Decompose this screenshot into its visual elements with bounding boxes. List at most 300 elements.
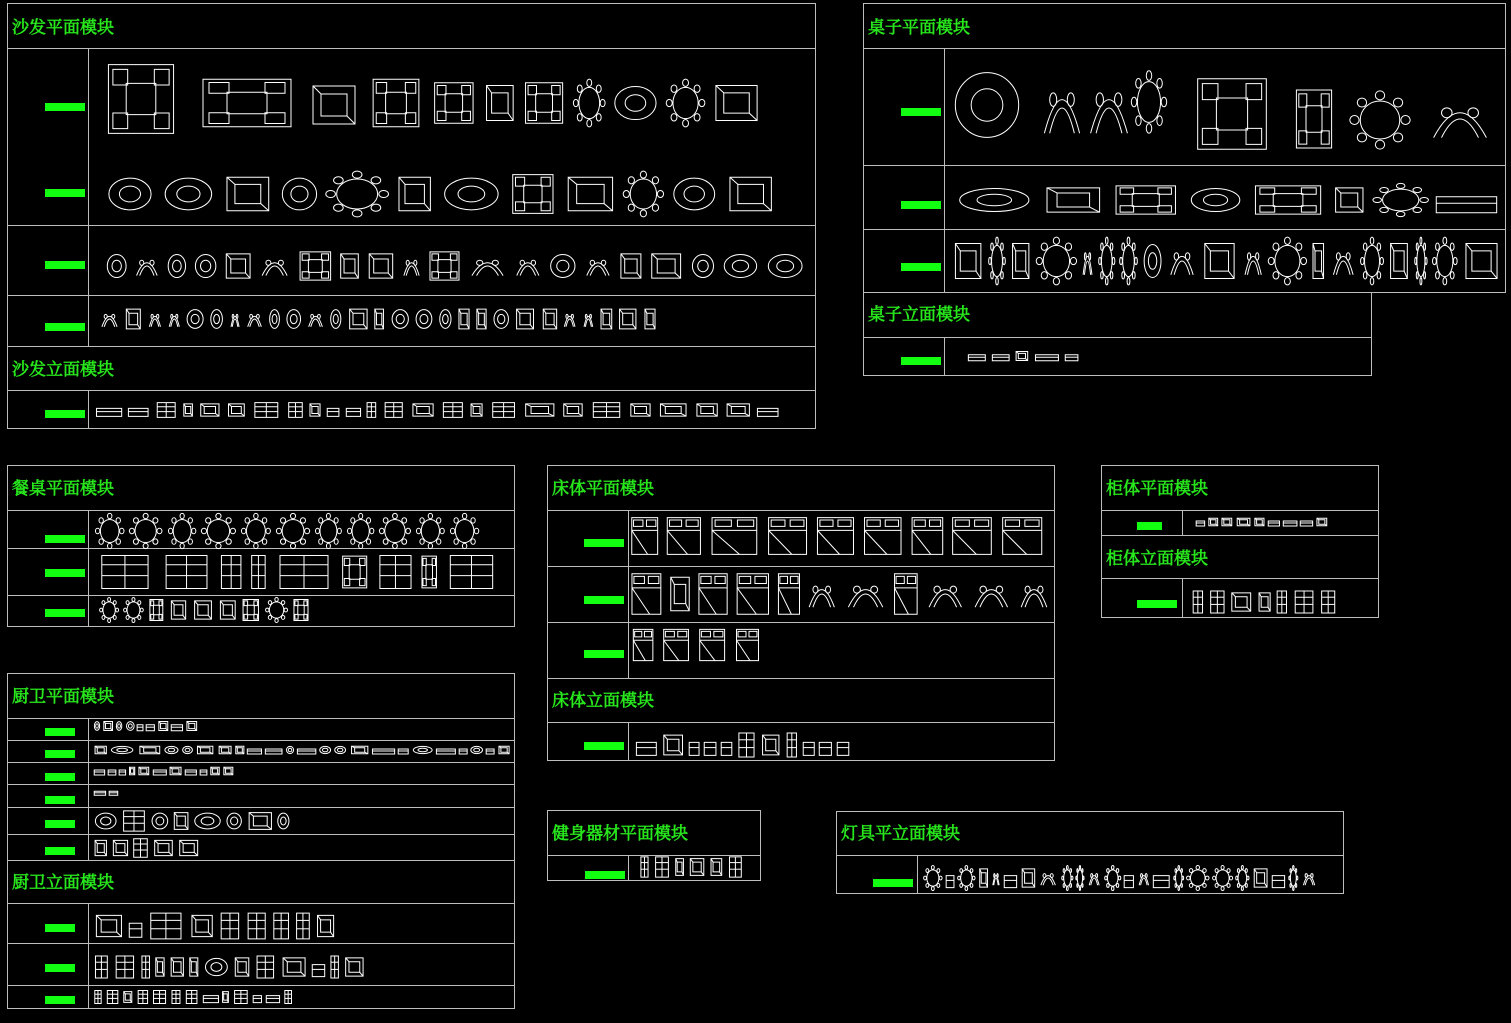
divider (8, 295, 815, 296)
cad-block-icon (183, 402, 193, 418)
cad-block-icon (819, 732, 832, 758)
cad-block-icon (164, 745, 179, 755)
cad-block-icon (806, 572, 838, 616)
cad-block-icon (490, 402, 517, 418)
cad-block-icon (155, 402, 177, 418)
cad-block-icon (204, 955, 229, 979)
cad-block-icon (619, 250, 643, 282)
cad-block-icon (1138, 866, 1150, 890)
cad-block-icon (327, 402, 339, 418)
cad-block-icon (704, 732, 716, 758)
legend-swatch (45, 323, 85, 331)
cad-block-icon (493, 306, 509, 332)
cad-block-icon (402, 250, 421, 282)
cad-block-icon (293, 598, 309, 622)
cad-block-icon (1268, 517, 1280, 527)
cad-block-icon (971, 572, 1012, 616)
cad-block-icon (108, 766, 116, 776)
cad-block-icon (600, 306, 613, 332)
cad-block-icon (152, 990, 167, 1004)
legend-swatch (45, 924, 75, 932)
cad-block-icon (766, 250, 804, 282)
cad-block-icon (280, 172, 319, 216)
cad-block-icon (148, 306, 162, 332)
cad-block-icon (112, 838, 129, 858)
cad-block-icon (266, 990, 280, 1004)
cad-block-icon (667, 80, 704, 126)
cad-block-icon (252, 402, 281, 418)
cad-block-icon (186, 306, 204, 332)
divider (8, 718, 514, 719)
cad-block-icon (153, 766, 167, 776)
cad-block-icon (1040, 66, 1084, 150)
cad-block-icon (728, 856, 743, 878)
cad-block-icon (141, 955, 150, 979)
cad-block-icon (193, 810, 222, 832)
sofa-elevation-title: 沙发立面模块 (12, 360, 114, 380)
cad-block-icon (844, 572, 887, 616)
cad-block-icon (1208, 517, 1218, 527)
legend-swatch (901, 263, 941, 271)
divider (8, 784, 514, 785)
cad-block-icon (138, 745, 162, 755)
cad-block-icon (1065, 350, 1078, 362)
cad-block-icon (470, 745, 483, 755)
divider (8, 346, 815, 347)
bed-elevation-title: 床体立面模块 (552, 691, 654, 711)
cad-block-icon (950, 516, 994, 556)
cad-block-icon (574, 80, 605, 126)
table-plan-title: 桌子平面模块 (868, 18, 970, 38)
divider (8, 762, 514, 763)
cad-block-icon (1253, 866, 1268, 890)
cad-block-icon (100, 306, 119, 332)
cad-block-icon (1000, 516, 1044, 556)
cad-block-icon (297, 745, 316, 755)
cad-block-icon (96, 554, 154, 590)
cad-block-icon (94, 788, 106, 796)
divider (944, 337, 945, 375)
cad-block-icon (94, 810, 117, 832)
cad-block-icon (158, 720, 169, 732)
cad-block-icon (590, 402, 623, 418)
cad-block-icon (1011, 238, 1030, 284)
cad-block-icon (330, 306, 342, 332)
cad-block-icon (498, 745, 510, 755)
cad-block-icon (1015, 350, 1029, 362)
cad-block-icon (137, 720, 143, 732)
cabinet-elevation-title: 柜体立面模块 (1106, 549, 1208, 569)
lamp-plan-title: 灯具平立面模块 (841, 824, 960, 844)
cad-block-icon (712, 80, 761, 126)
cad-block-icon (815, 516, 856, 556)
legend-swatch (584, 539, 624, 547)
cad-block-icon (219, 912, 241, 940)
legend-swatch (585, 871, 625, 879)
cad-block-icon (542, 306, 558, 332)
divider (88, 48, 89, 346)
cad-block-icon (171, 990, 181, 1004)
divider (8, 807, 514, 808)
divider (548, 678, 1054, 679)
cad-block-icon (242, 514, 270, 548)
cad-block-icon (709, 516, 760, 556)
cad-block-icon (367, 250, 395, 282)
cad-block-icon (96, 402, 122, 418)
legend-swatch (45, 261, 85, 269)
cad-block-icon (618, 306, 637, 332)
cad-block-icon (341, 554, 368, 590)
cad-block-icon (287, 402, 304, 418)
cad-block-icon (697, 572, 729, 616)
cad-block-icon (439, 306, 452, 332)
cad-block-icon (155, 955, 165, 979)
cad-block-icon (339, 250, 360, 282)
cad-block-icon (992, 350, 1009, 362)
cad-block-icon (200, 766, 207, 776)
cad-block-icon (515, 306, 535, 332)
legend-swatch (901, 108, 941, 116)
divider (864, 48, 1505, 49)
legend-swatch (45, 410, 85, 418)
cad-block-icon (246, 306, 263, 332)
cad-block-icon (266, 598, 287, 622)
cad-block-icon (924, 866, 942, 890)
cad-block-icon (348, 306, 369, 332)
divider (1102, 578, 1378, 579)
cad-block-icon (1276, 590, 1288, 614)
cad-block-icon (1193, 74, 1271, 154)
cad-block-icon (94, 720, 100, 732)
cad-block-icon (1099, 238, 1115, 284)
cad-block-icon (96, 514, 123, 548)
divider (1182, 578, 1183, 617)
legend-swatch (45, 996, 75, 1004)
cad-block-icon (510, 172, 556, 216)
cad-block-icon (689, 732, 699, 758)
divider (8, 834, 514, 835)
cad-block-icon (441, 172, 502, 216)
cad-block-icon (396, 172, 433, 216)
cad-block-icon (330, 955, 339, 979)
cad-block-icon (951, 60, 1023, 150)
cad-block-icon (185, 766, 197, 776)
cad-block-icon (121, 810, 147, 832)
legend-swatch (584, 650, 624, 658)
divider (8, 740, 514, 741)
cad-block-icon (114, 955, 136, 979)
cad-block-icon (103, 720, 113, 732)
cad-block-icon (629, 402, 652, 418)
cad-block-icon (632, 628, 654, 662)
cad-block-icon (307, 306, 324, 332)
table-elevation-title: 桌子立面模块 (868, 305, 970, 325)
divider (1182, 510, 1183, 535)
cad-block-icon (1187, 866, 1209, 890)
cad-block-icon (989, 238, 1005, 284)
divider (8, 48, 815, 49)
cad-block-icon (1143, 238, 1162, 284)
cad-block-icon (227, 402, 246, 418)
cad-block-icon (451, 514, 478, 548)
cad-block-icon (737, 732, 756, 758)
cad-block-icon (316, 912, 335, 940)
divider (864, 337, 1371, 338)
cad-block-icon (130, 514, 161, 548)
cad-block-icon (274, 554, 334, 590)
cad-block-icon (910, 516, 945, 556)
divider (548, 722, 1054, 723)
cad-block-icon (436, 745, 456, 755)
cad-block-icon (1209, 590, 1226, 614)
cad-block-icon (1243, 238, 1263, 284)
kitchen-plan-title: 厨卫平面模块 (12, 687, 114, 707)
cad-block-icon (1374, 184, 1427, 216)
cad-block-icon (725, 402, 752, 418)
divider (8, 985, 514, 986)
fitness-plan-title: 健身器材平面模块 (552, 824, 688, 844)
cad-block-icon (94, 745, 107, 755)
cad-block-icon (376, 554, 415, 590)
cad-block-icon (1316, 517, 1328, 527)
cad-block-icon (250, 554, 267, 590)
divider (1102, 510, 1378, 511)
cad-block-icon (1042, 184, 1105, 216)
cad-block-icon (259, 250, 290, 282)
cad-block-icon (235, 745, 245, 755)
cad-block-icon (1258, 590, 1271, 614)
cad-block-icon (134, 250, 160, 282)
cad-block-icon (366, 402, 377, 418)
cad-block-icon (334, 745, 346, 755)
legend-swatch (45, 773, 75, 781)
cad-block-icon (411, 402, 435, 418)
legend-swatch (45, 189, 85, 197)
cad-block-icon (223, 766, 234, 776)
cad-block-icon (210, 306, 223, 332)
divider (628, 722, 629, 760)
cad-block-icon (710, 856, 723, 878)
cad-block-icon (203, 990, 219, 1004)
cad-block-icon (1153, 866, 1170, 890)
cad-block-icon (640, 856, 649, 878)
cad-block-icon (233, 990, 249, 1004)
cad-block-icon (1112, 184, 1180, 216)
cad-block-icon (955, 184, 1034, 216)
legend-swatch (45, 609, 85, 617)
cad-block-icon (721, 732, 732, 758)
cad-block-icon (327, 172, 387, 216)
cad-block-icon (958, 866, 975, 890)
cad-block-icon (298, 250, 333, 282)
legend-swatch (45, 820, 75, 828)
cad-block-icon (862, 516, 904, 556)
cad-block-icon (1124, 866, 1134, 890)
cad-block-icon (837, 732, 849, 758)
cad-block-icon (277, 810, 290, 832)
cad-block-icon (665, 516, 703, 556)
legend-swatch (873, 879, 913, 887)
cad-block-icon (766, 516, 809, 556)
cad-block-icon (223, 172, 273, 216)
cad-block-icon (1433, 238, 1457, 284)
cad-block-icon (277, 514, 309, 548)
cad-block-icon (242, 598, 260, 622)
cad-block-icon (226, 810, 242, 832)
cad-block-icon (255, 955, 276, 979)
cad-block-icon (269, 306, 280, 332)
cad-block-icon (281, 955, 307, 979)
cad-block-icon (189, 955, 199, 979)
cad-block-icon (1272, 866, 1285, 890)
divider (88, 903, 89, 1008)
cad-block-icon (247, 745, 262, 755)
divider (917, 855, 918, 893)
cad-block-icon (186, 720, 198, 732)
cad-block-icon (1351, 92, 1409, 148)
cad-block-icon (1320, 590, 1336, 614)
cad-block-icon (458, 306, 470, 332)
cad-block-icon (199, 402, 221, 418)
cad-block-icon (185, 990, 198, 1004)
cad-block-icon (344, 955, 365, 979)
cad-block-icon (1293, 590, 1315, 614)
cad-block-icon (689, 856, 705, 878)
divider (1102, 535, 1378, 536)
legend-swatch (1137, 600, 1177, 608)
cad-block-icon (190, 912, 214, 940)
cad-block-icon (1230, 590, 1252, 614)
cad-block-icon (348, 514, 373, 548)
cad-block-icon (979, 866, 988, 890)
cad-block-icon (125, 306, 142, 332)
cad-block-icon (346, 402, 361, 418)
legend-swatch (45, 847, 75, 855)
cad-block-icon (146, 720, 155, 732)
cad-block-icon (178, 838, 199, 858)
cad-block-icon (1076, 866, 1084, 890)
cad-block-icon (196, 745, 214, 755)
cad-block-icon (94, 990, 102, 1004)
cad-block-icon (129, 766, 135, 776)
cad-block-icon (230, 306, 240, 332)
divider (8, 943, 514, 944)
cad-block-icon (735, 628, 760, 662)
cad-block-icon (170, 598, 187, 622)
cad-block-icon (197, 76, 297, 130)
cad-block-icon (691, 250, 715, 282)
cad-block-icon (182, 745, 193, 755)
cad-block-icon (698, 628, 726, 662)
cad-block-icon (953, 238, 983, 284)
cad-block-icon (137, 990, 149, 1004)
cad-block-icon (374, 306, 384, 332)
cad-block-icon (1213, 866, 1232, 890)
cad-block-icon (168, 306, 181, 332)
bed-plan-title: 床体平面模块 (552, 479, 654, 499)
cad-block-icon (946, 866, 954, 890)
divider (8, 510, 514, 511)
cad-block-icon (162, 172, 215, 216)
cad-block-icon (562, 402, 584, 418)
cad-block-icon (398, 745, 408, 755)
cad-block-icon (1302, 866, 1316, 890)
divider (548, 510, 1054, 511)
cad-block-icon (167, 250, 187, 282)
cad-block-icon (1021, 866, 1036, 890)
cad-block-icon (757, 402, 778, 418)
cad-block-icon (124, 598, 143, 622)
cad-block-icon (286, 306, 301, 332)
cad-block-icon (149, 598, 164, 622)
divider (8, 390, 815, 391)
cad-block-icon (222, 990, 229, 1004)
cad-block-icon (309, 402, 321, 418)
cad-block-icon (169, 766, 182, 776)
cad-block-icon (421, 554, 437, 590)
legend-swatch (45, 728, 75, 736)
cad-block-icon (1283, 517, 1297, 527)
cad-block-icon (925, 572, 966, 616)
cad-block-icon (1188, 184, 1243, 216)
cad-block-icon (523, 402, 557, 418)
cad-block-icon (94, 955, 109, 979)
legend-swatch (1137, 522, 1162, 530)
legend-swatch (45, 103, 85, 111)
cad-block-icon (370, 76, 422, 130)
cad-block-icon (1312, 238, 1325, 284)
cad-block-icon (1463, 238, 1500, 284)
cad-block-icon (583, 306, 594, 332)
cad-block-icon (432, 80, 476, 126)
legend-swatch (901, 201, 941, 209)
cad-block-icon (110, 745, 134, 755)
cad-block-icon (1269, 238, 1306, 284)
cad-block-icon (219, 598, 237, 622)
cad-block-icon (194, 250, 217, 282)
cad-block-icon (669, 572, 691, 616)
cad-block-icon (1174, 866, 1183, 890)
cad-block-icon (253, 990, 262, 1004)
cad-block-icon (272, 912, 290, 940)
cad-block-icon (316, 514, 341, 548)
cad-block-icon (1037, 238, 1076, 284)
cad-block-icon (295, 912, 311, 940)
legend-swatch (45, 750, 75, 758)
cad-block-icon (486, 745, 494, 755)
cad-block-icon (169, 514, 195, 548)
cad-block-icon (695, 402, 719, 418)
cad-block-icon (94, 912, 124, 940)
legend-swatch (45, 964, 75, 972)
cad-block-icon (726, 172, 775, 216)
cad-block-icon (119, 766, 126, 776)
cad-block-icon (777, 572, 801, 616)
cad-block-icon (584, 250, 612, 282)
cad-block-icon (549, 250, 577, 282)
cad-block-icon (1254, 517, 1265, 527)
cad-block-icon (1289, 866, 1298, 890)
cad-block-icon (161, 554, 212, 590)
cad-block-icon (722, 250, 759, 282)
cad-block-icon (94, 766, 105, 776)
cad-block-icon (380, 514, 410, 548)
cad-block-icon (106, 250, 127, 282)
cad-block-icon (1196, 517, 1205, 527)
cad-block-icon (123, 990, 133, 1004)
cad-block-icon (104, 60, 178, 138)
cad-block-icon (1202, 238, 1237, 284)
